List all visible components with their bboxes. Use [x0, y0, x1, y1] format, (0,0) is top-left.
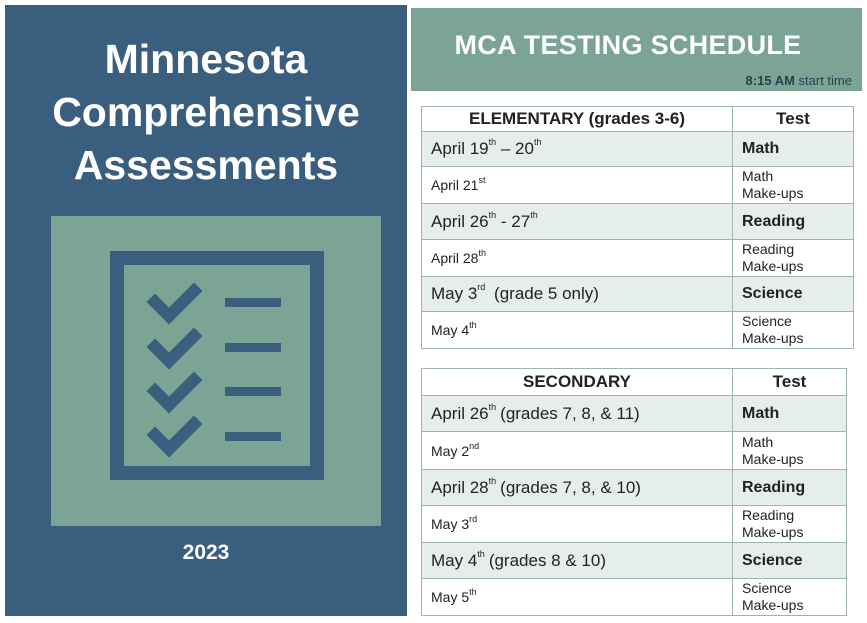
table-row: [422, 506, 847, 543]
date-text: April 19: [431, 139, 489, 158]
test-cell: [733, 470, 847, 506]
date-text-end: – 20: [496, 139, 534, 158]
table-row: [422, 579, 847, 616]
date-text: April 26: [431, 211, 489, 231]
cover-panel: [5, 5, 407, 616]
test-name: Math: [742, 140, 780, 157]
date-suffix: th: [477, 548, 485, 559]
date-suffix: th: [488, 401, 497, 412]
test-name: Science: [742, 285, 803, 302]
title-line-2: Comprehensive: [52, 89, 360, 135]
date-suffix: th: [478, 248, 486, 258]
table-row: [422, 396, 847, 432]
elementary-schedule-table: [421, 106, 854, 349]
date-cell: [422, 470, 733, 506]
start-time-label: start time: [794, 73, 852, 88]
date-text: May 4: [431, 322, 470, 338]
date-text: April 21: [431, 177, 479, 193]
test-cell: [733, 396, 847, 432]
checklist-icon-box: [51, 216, 381, 526]
test-makeup: Make-ups: [742, 185, 804, 201]
secondary-heading: SECONDARY: [422, 369, 733, 396]
test-cell: [733, 204, 854, 240]
table-row: [422, 277, 854, 312]
schedule-header: [411, 8, 862, 91]
date-suffix: rd: [469, 514, 478, 524]
test-name: Reading: [742, 241, 795, 257]
test-cell: [733, 579, 847, 616]
secondary-schedule-table: [421, 368, 847, 616]
date-cell: [422, 543, 733, 579]
test-name: Math: [742, 168, 774, 184]
test-cell: [733, 132, 854, 167]
table-row: [422, 204, 854, 240]
test-cell: [733, 543, 847, 579]
table-row: [422, 167, 854, 204]
date-cell: [422, 277, 733, 312]
test-name: Math: [742, 404, 780, 422]
test-name: Science: [742, 580, 792, 596]
test-cell: [733, 277, 854, 312]
date-text: May 3: [431, 284, 478, 303]
test-makeup: Make-ups: [742, 258, 804, 274]
title-line-1: Minnesota: [104, 36, 308, 82]
date-cell: [422, 240, 733, 277]
date-text: May 2: [431, 442, 470, 459]
date-text: April 26: [431, 403, 489, 423]
date-text: April 28: [431, 250, 479, 266]
date-cell: [422, 312, 733, 349]
test-cell: [733, 240, 854, 277]
test-makeup: Make-ups: [742, 524, 804, 540]
start-time: [746, 73, 852, 88]
test-makeup: Make-ups: [742, 330, 804, 346]
grade-note: (grades 8 & 10): [488, 550, 606, 570]
table-row: [422, 132, 854, 167]
test-cell: [733, 432, 847, 470]
date-suffix: st: [478, 175, 486, 185]
date-suffix: rd: [477, 282, 486, 292]
date-suffix: th: [469, 587, 477, 597]
table-row: [422, 432, 847, 470]
date-cell: [422, 204, 733, 240]
table-row: [422, 240, 854, 277]
test-name: Reading: [742, 507, 795, 523]
date-cell: [422, 506, 733, 543]
test-cell: [733, 506, 847, 543]
grade-note: (grades 7, 8, & 10): [500, 477, 641, 497]
test-name: Reading: [742, 212, 806, 230]
date-cell: [422, 432, 733, 470]
grade-note: (grade 5 only): [489, 284, 599, 303]
date-suffix: th: [488, 475, 497, 486]
schedule-title: MCA TESTING SCHEDULE: [454, 30, 802, 60]
elementary-test-heading: Test: [733, 107, 854, 132]
grade-note: (grades 7, 8, & 11): [500, 403, 640, 423]
date-text: May 3: [431, 516, 470, 532]
year-label: 2023: [182, 541, 230, 564]
page-title: [5, 33, 407, 192]
test-makeup: Make-ups: [742, 597, 804, 613]
test-name: Science: [742, 313, 792, 329]
test-name: Reading: [742, 478, 806, 496]
date-text: May 4: [431, 550, 478, 570]
date-suffix: nd: [469, 440, 480, 451]
test-cell: [733, 312, 854, 349]
table-row: [422, 543, 847, 579]
checklist-icon: [51, 216, 381, 526]
date-suffix: th: [469, 320, 477, 330]
secondary-test-heading: Test: [733, 369, 847, 396]
test-name: Math: [742, 433, 774, 450]
elementary-heading: ELEMENTARY (grades 3-6): [422, 107, 733, 132]
date-text-end: - 27: [496, 211, 531, 231]
date-suffix-end: th: [533, 137, 542, 147]
test-makeup: Make-ups: [742, 450, 804, 467]
date-cell: [422, 579, 733, 616]
title-line-3: Assessments: [73, 142, 339, 188]
table-row: [422, 312, 854, 349]
date-text: May 5: [431, 589, 470, 605]
date-suffix-end: th: [530, 209, 538, 220]
table-row: [422, 470, 847, 506]
start-time-value: 8:15 AM: [745, 73, 795, 88]
date-cell: [422, 132, 733, 167]
date-cell: [422, 167, 733, 204]
test-cell: [733, 167, 854, 204]
date-text: April 28: [431, 477, 489, 497]
date-suffix: th: [488, 209, 497, 220]
test-name: Science: [742, 551, 803, 569]
date-cell: [422, 396, 733, 432]
date-suffix: th: [488, 137, 497, 147]
